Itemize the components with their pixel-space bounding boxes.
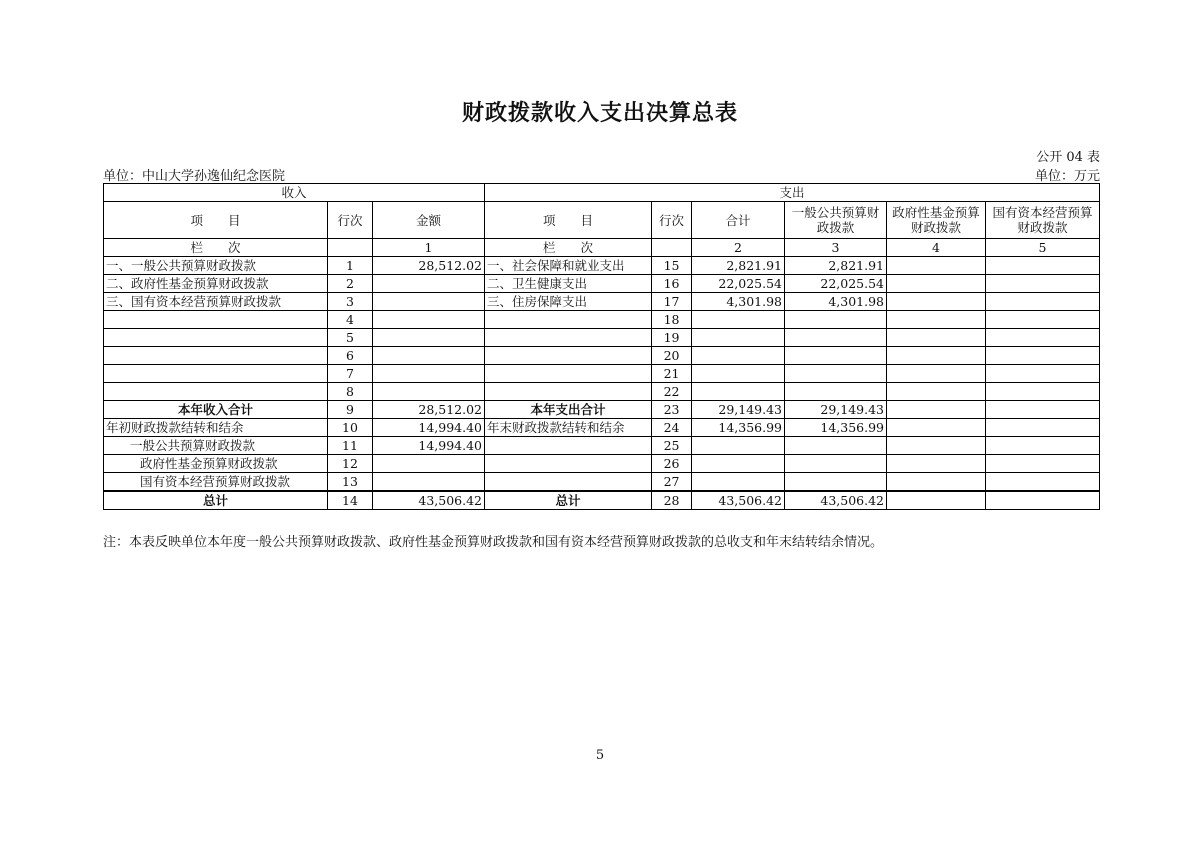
income-line-cell: 1: [328, 257, 373, 275]
table-row: [104, 437, 1100, 455]
income-line-cell: 14: [328, 491, 373, 510]
state-capital-cell: [986, 347, 1100, 365]
gov-fund-cell: [887, 275, 986, 293]
income-amount-cell: [373, 365, 485, 383]
income-amount-cell: [373, 347, 485, 365]
income-item-cell: [104, 365, 328, 383]
expense-line-cell: 18: [652, 311, 692, 329]
expense-item-cell: 本年支出合计: [485, 401, 652, 419]
appropriation-summary-table: [103, 183, 1100, 510]
state-capital-cell: [986, 257, 1100, 275]
expense-item-cell: 总计: [485, 491, 652, 510]
expense-total-cell: [692, 329, 785, 347]
income-item-cell: 年初财政拨款结转和结余: [104, 419, 328, 437]
general-budget-cell: [785, 437, 887, 455]
table-row: [104, 473, 1100, 492]
income-line-cell: 12: [328, 455, 373, 473]
table-row: [104, 275, 1100, 293]
gov-fund-cell: [887, 491, 986, 510]
expense-item-cell: [485, 365, 652, 383]
gov-fund-cell: [887, 419, 986, 437]
gov-fund-cell: [887, 437, 986, 455]
expense-total-cell: 4,301.98: [692, 293, 785, 311]
gov-fund-cell: [887, 473, 986, 492]
expense-line-cell: 17: [652, 293, 692, 311]
gov-fund-cell: [887, 401, 986, 419]
expense-line-cell: 23: [652, 401, 692, 419]
income-line-cell: 2: [328, 275, 373, 293]
gov-fund-cell: [887, 293, 986, 311]
state-capital-cell: [986, 329, 1100, 347]
state-capital-cell: [986, 473, 1100, 492]
general-budget-cell: 14,356.99: [785, 419, 887, 437]
income-line-cell: 9: [328, 401, 373, 419]
column-number-1: 1: [373, 239, 485, 257]
expense-line-cell: 19: [652, 329, 692, 347]
income-amount-cell: [373, 473, 485, 492]
expense-item-cell: [485, 311, 652, 329]
column-number-2: 2: [692, 239, 785, 257]
general-budget-cell: 29,149.43: [785, 401, 887, 419]
state-capital-cell: [986, 401, 1100, 419]
table-row: [104, 401, 1100, 419]
state-capital-cell: [986, 437, 1100, 455]
expense-total-cell: [692, 383, 785, 401]
table-row: [104, 257, 1100, 275]
expense-line-cell: 15: [652, 257, 692, 275]
reporting-unit: 单位：中山大学孙逸仙纪念医院: [103, 169, 286, 184]
general-budget-cell: [785, 365, 887, 383]
general-budget-cell: 43,506.42: [785, 491, 887, 510]
table-row: [104, 383, 1100, 401]
column-number-4: 4: [887, 239, 986, 257]
expense-total-cell: 22,025.54: [692, 275, 785, 293]
expense-item-cell: [485, 329, 652, 347]
income-amount-cell: 43,506.42: [373, 491, 485, 510]
general-budget-cell: [785, 455, 887, 473]
income-amount-cell: [373, 311, 485, 329]
expense-item-cell: [485, 383, 652, 401]
gov-fund-cell: [887, 455, 986, 473]
general-budget-cell: [785, 383, 887, 401]
income-item-cell: 政府性基金预算财政拨款: [104, 455, 328, 473]
expense-line-cell: 21: [652, 365, 692, 383]
expense-item-cell: 三、住房保障支出: [485, 293, 652, 311]
expense-total-cell: [692, 365, 785, 383]
column-label-left: 栏 次: [104, 239, 328, 257]
expense-total-header: 合计: [692, 202, 785, 239]
expense-item-cell: [485, 473, 652, 492]
state-capital-header: 国有资本经营预算财政拨款: [986, 202, 1100, 239]
income-item-cell: [104, 311, 328, 329]
income-amount-cell: 28,512.02: [373, 257, 485, 275]
general-budget-cell: 22,025.54: [785, 275, 887, 293]
income-item-header: 项 目: [104, 202, 328, 239]
expense-line-cell: 22: [652, 383, 692, 401]
expense-total-cell: [692, 437, 785, 455]
gov-fund-cell: [887, 257, 986, 275]
gov-fund-cell: [887, 347, 986, 365]
table-row: [104, 347, 1100, 365]
income-amount-cell: [373, 455, 485, 473]
expense-item-cell: [485, 437, 652, 455]
state-capital-cell: [986, 491, 1100, 510]
income-item-cell: 三、国有资本经营预算财政拨款: [104, 293, 328, 311]
expense-line-cell: 26: [652, 455, 692, 473]
table-row: [104, 455, 1100, 473]
gov-fund-header: 政府性基金预算财政拨款: [887, 202, 986, 239]
table-row: [104, 293, 1100, 311]
expense-item-cell: [485, 347, 652, 365]
income-item-cell: [104, 383, 328, 401]
income-line-cell: 5: [328, 329, 373, 347]
gov-fund-cell: [887, 311, 986, 329]
income-line-cell: 3: [328, 293, 373, 311]
state-capital-cell: [986, 419, 1100, 437]
income-line-cell: 13: [328, 473, 373, 492]
column-label-right: 栏 次: [485, 239, 652, 257]
expense-item-cell: 二、卫生健康支出: [485, 275, 652, 293]
gov-fund-cell: [887, 383, 986, 401]
expense-line-header: 行次: [652, 202, 692, 239]
table-row: [104, 419, 1100, 437]
income-line-cell: 10: [328, 419, 373, 437]
page-title: 财政拨款收入支出决算总表: [461, 101, 738, 126]
income-amount-cell: [373, 383, 485, 401]
form-number: 公开 04 表: [1036, 150, 1100, 165]
column-number-3: 3: [785, 239, 887, 257]
income-line-cell: 11: [328, 437, 373, 455]
income-amount-header: 金额: [373, 202, 485, 239]
expense-section-header: 支出: [485, 184, 1100, 202]
general-budget-cell: [785, 329, 887, 347]
income-line-header: 行次: [328, 202, 373, 239]
income-item-cell: 一般公共预算财政拨款: [104, 437, 328, 455]
table-note: 注：本表反映单位本年度一般公共预算财政拨款、政府性基金预算财政拨款和国有资本经营预算财政拨款的总收支和年末结转结余情况。: [103, 535, 884, 550]
column-number-5: 5: [986, 239, 1100, 257]
general-budget-header: 一般公共预算财政拨款: [785, 202, 887, 239]
income-item-cell: 一、一般公共预算财政拨款: [104, 257, 328, 275]
income-line-cell: 4: [328, 311, 373, 329]
expense-total-cell: [692, 455, 785, 473]
income-item-cell: [104, 329, 328, 347]
expense-total-cell: [692, 347, 785, 365]
expense-line-cell: 16: [652, 275, 692, 293]
table-row: [104, 491, 1100, 510]
general-budget-cell: 2,821.91: [785, 257, 887, 275]
column-header-row: [104, 202, 1100, 239]
income-item-cell: 本年收入合计: [104, 401, 328, 419]
income-item-cell: [104, 347, 328, 365]
expense-total-cell: 2,821.91: [692, 257, 785, 275]
income-amount-cell: [373, 275, 485, 293]
income-section-header: 收入: [104, 184, 485, 202]
expense-total-cell: [692, 311, 785, 329]
state-capital-cell: [986, 383, 1100, 401]
column-number-row: [104, 239, 1100, 257]
expense-item-cell: [485, 455, 652, 473]
expense-item-cell: 一、社会保障和就业支出: [485, 257, 652, 275]
column-number-blank: [328, 239, 373, 257]
expense-line-cell: 20: [652, 347, 692, 365]
income-item-cell: 国有资本经营预算财政拨款: [104, 473, 328, 492]
expense-total-cell: 43,506.42: [692, 491, 785, 510]
gov-fund-cell: [887, 365, 986, 383]
gov-fund-cell: [887, 329, 986, 347]
column-number-blank: [652, 239, 692, 257]
expense-item-cell: 年末财政拨款结转和结余: [485, 419, 652, 437]
income-line-cell: 8: [328, 383, 373, 401]
expense-line-cell: 28: [652, 491, 692, 510]
state-capital-cell: [986, 275, 1100, 293]
state-capital-cell: [986, 455, 1100, 473]
general-budget-cell: [785, 347, 887, 365]
currency-unit: 单位：万元: [1034, 169, 1100, 184]
page-number: 5: [595, 748, 605, 763]
general-budget-cell: 4,301.98: [785, 293, 887, 311]
section-header-row: [104, 184, 1100, 202]
expense-total-cell: 14,356.99: [692, 419, 785, 437]
table-row: [104, 311, 1100, 329]
expense-line-cell: 27: [652, 473, 692, 492]
income-line-cell: 6: [328, 347, 373, 365]
income-amount-cell: 14,994.40: [373, 419, 485, 437]
state-capital-cell: [986, 311, 1100, 329]
income-amount-cell: 14,994.40: [373, 437, 485, 455]
expense-line-cell: 25: [652, 437, 692, 455]
expense-total-cell: [692, 473, 785, 492]
table-row: [104, 329, 1100, 347]
expense-total-cell: 29,149.43: [692, 401, 785, 419]
income-item-cell: 二、政府性基金预算财政拨款: [104, 275, 328, 293]
state-capital-cell: [986, 365, 1100, 383]
income-amount-cell: [373, 293, 485, 311]
table-row: [104, 365, 1100, 383]
expense-line-cell: 24: [652, 419, 692, 437]
general-budget-cell: [785, 311, 887, 329]
income-item-cell: 总计: [104, 491, 328, 510]
income-amount-cell: 28,512.02: [373, 401, 485, 419]
income-line-cell: 7: [328, 365, 373, 383]
state-capital-cell: [986, 293, 1100, 311]
general-budget-cell: [785, 473, 887, 492]
income-amount-cell: [373, 329, 485, 347]
expense-item-header: 项 目: [485, 202, 652, 239]
